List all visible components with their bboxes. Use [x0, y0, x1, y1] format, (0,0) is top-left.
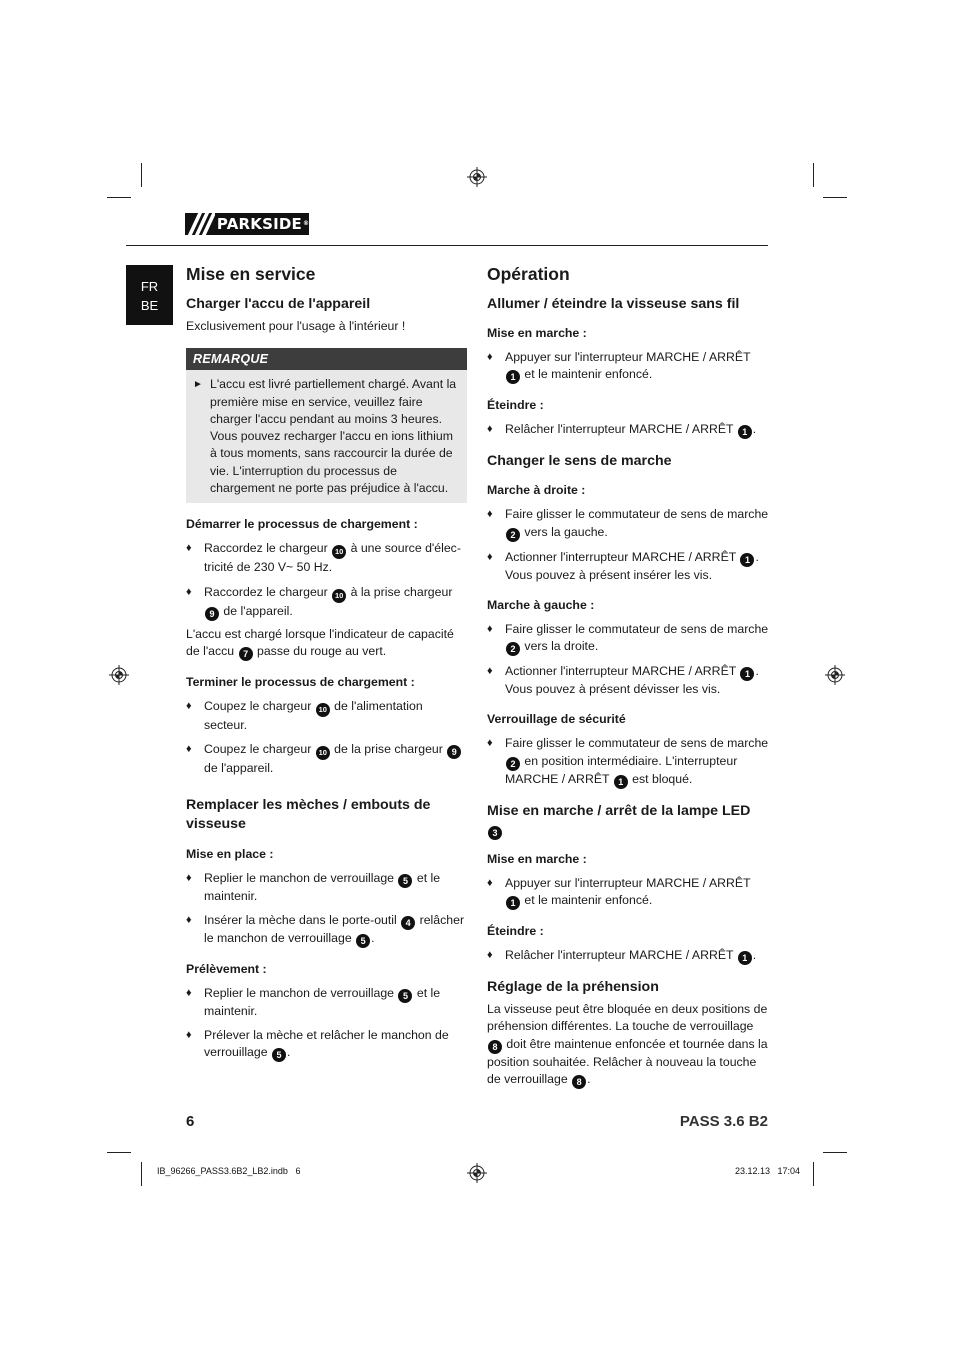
- list-item: ♦ Faire glisser le commutateur de sens de marche 2 vers la droite.: [487, 621, 769, 655]
- diamond-bullet-icon: ♦: [186, 585, 192, 598]
- step-heading: Mise en place :: [186, 846, 274, 861]
- logo-stripes-icon: [185, 213, 215, 235]
- diamond-bullet-icon: ♦: [186, 743, 192, 756]
- part-number-badge: 1: [738, 951, 752, 965]
- list-item: ♦ Prélever la mèche et relâcher le manchon de verrouillage 5 .: [186, 1028, 449, 1061]
- page-number: 6: [186, 1113, 195, 1130]
- part-number-badge: 5: [356, 934, 370, 948]
- diamond-bullet-icon: ♦: [487, 665, 493, 678]
- step-heading: Mise en marche :: [487, 851, 587, 866]
- step-heading: Verrouillage de sécurité: [487, 712, 626, 727]
- part-number-badge: 2: [506, 528, 520, 542]
- list-item: ♦ Faire glisser le commutateur de sens de marche 2 en position intermédiaire. L'interrupteur MARCHE / ARRÊT 1 est bloqué.: [487, 736, 769, 787]
- language-code: FR: [140, 279, 159, 294]
- list-item: ♦ Actionner l'interrupteur MARCHE / ARRÊT 1 . Vous pouvez à présent dévisser les vis.: [487, 663, 769, 698]
- part-number-badge: 1: [738, 425, 752, 439]
- part-number-badge: 8: [488, 1040, 502, 1054]
- diamond-bullet-icon: ♦: [186, 986, 192, 999]
- diamond-bullet-icon: ♦: [186, 699, 192, 712]
- list-item: ♦ Raccordez le chargeur 10 à la prise chargeur 9 de l'appareil.: [186, 584, 453, 619]
- crop-mark: [813, 163, 814, 187]
- step-heading: Mise en marche :: [487, 326, 587, 340]
- bullet-list: [487, 506, 769, 584]
- part-number-badge: 9: [205, 607, 219, 621]
- bullet-list: [487, 875, 769, 910]
- part-number-badge: 5: [398, 989, 412, 1003]
- part-number-badge: 1: [740, 553, 754, 567]
- list-item: ♦ Coupez le chargeur 10 de la prise chargeur 9 de l'appareil.: [186, 741, 467, 777]
- part-number-badge: 10: [332, 545, 346, 559]
- part-number-badge: 10: [316, 746, 330, 760]
- print-file-name: IB_96266_PASS3.6B2_LB2.indb 6: [157, 1166, 301, 1176]
- note-text: L'accu est livré partiellement chargé. Avant la première mise en service, veuillez faire charger l'accu pendant au moins 3 heures. Vous pouvez recharger l'accu en ions lithium à tous moments, sans raccourcir la durée de vie. L'interruption du processus de chargement ne porte pas préjudice à l'accu.: [210, 377, 457, 496]
- step-heading: Éteindre :: [487, 398, 544, 413]
- left-column: [186, 262, 467, 1075]
- step-heading: Démarrer le processus de chargement :: [186, 517, 418, 532]
- part-number-badge: 1: [740, 667, 754, 681]
- section-title: Opération: [487, 264, 570, 284]
- print-date-time: 23.12.13 17:04: [735, 1166, 801, 1176]
- list-item: ♦ Actionner l'interrupteur MARCHE / ARRÊT 1 . Vous pouvez à présent insérer les vis.: [487, 549, 769, 584]
- part-number-badge: 10: [316, 703, 330, 717]
- header-rule: [126, 245, 768, 246]
- bullet-list: [487, 735, 769, 788]
- diamond-bullet-icon: ♦: [487, 737, 493, 750]
- registration-mark-icon: [109, 665, 129, 685]
- registration-mark-icon: [467, 167, 487, 187]
- subsection-heading: Changer le sens de marche: [487, 453, 672, 470]
- list-item: ♦ Replier le manchon de verrouillage 5 et le maintenir.: [186, 985, 467, 1020]
- bullet-list: [487, 421, 769, 439]
- part-number-badge: 1: [506, 896, 520, 910]
- diamond-bullet-icon: ♦: [487, 622, 493, 635]
- language-code: BE: [140, 298, 159, 313]
- bullet-list: [487, 349, 769, 384]
- subsection-heading: Remplacer les mèches / embouts de visseuse: [186, 796, 431, 832]
- part-number-badge: 10: [332, 589, 346, 603]
- section-title: Mise en service: [186, 264, 316, 284]
- paragraph: Exclusivement pour l'usage à l'intérieur !: [186, 319, 406, 333]
- diamond-bullet-icon: ♦: [487, 351, 493, 363]
- crop-mark: [107, 1152, 131, 1153]
- right-column: [487, 262, 769, 1102]
- diamond-bullet-icon: ♦: [186, 542, 192, 555]
- subsection-heading: Allumer / éteindre la visseuse sans fil: [487, 296, 740, 312]
- diamond-bullet-icon: ♦: [186, 913, 192, 926]
- diamond-bullet-icon: ♦: [487, 508, 493, 521]
- paragraph: La visseuse peut être bloquée en deux positions de préhension différentes. La touche de verrouillage 8 doit être maintenue enfoncée et tournée dans la position souhaitée. Relâcher à nouveau la touche de verrouillage 8 .: [487, 1002, 768, 1087]
- diamond-bullet-icon: ♦: [186, 1029, 192, 1042]
- list-item: ♦ Relâcher l'interrupteur MARCHE / ARRÊT 1 .: [487, 948, 757, 964]
- list-item: ♦ Raccordez le chargeur 10 à une source d'élec-tricité de 230 V~ 50 Hz.: [186, 540, 467, 576]
- bullet-list: [487, 947, 769, 965]
- registration-mark-icon: [467, 1163, 487, 1183]
- bullet-list: [186, 870, 467, 948]
- triangle-arrow-icon: ►: [193, 379, 203, 391]
- crop-mark: [141, 163, 142, 187]
- language-tab: [126, 265, 173, 325]
- bullet-list: [186, 985, 467, 1063]
- diamond-bullet-icon: ♦: [487, 550, 493, 563]
- part-number-badge: 5: [398, 874, 412, 888]
- part-number-badge: 5: [272, 1048, 286, 1062]
- diamond-bullet-icon: ♦: [186, 871, 192, 884]
- brand-name: PARKSIDE: [216, 215, 302, 233]
- part-number-badge: 2: [506, 757, 520, 771]
- list-item: ♦ Coupez le chargeur 10 de l'alimentation secteur.: [186, 698, 467, 734]
- model-name: PASS 3.6 B2: [679, 1113, 768, 1130]
- step-heading: Prélèvement :: [186, 961, 267, 976]
- part-number-badge: 9: [447, 745, 461, 759]
- bullet-list: [186, 698, 467, 778]
- crop-mark: [823, 1152, 847, 1153]
- paragraph: L'accu est chargé lorsque l'indicateur de capacité de l'accu 7 passe du rouge au vert.: [186, 626, 454, 659]
- step-heading: Marche à droite :: [487, 483, 586, 498]
- list-item: ♦ Appuyer sur l'interrupteur MARCHE / ARRÊT 1 et le maintenir enfoncé.: [487, 875, 751, 909]
- list-item: ♦ Replier le manchon de verrouillage 5 et le maintenir.: [186, 870, 467, 905]
- list-item: ♦ Faire glisser le commutateur de sens de marche 2 vers la gauche.: [487, 507, 769, 540]
- part-number-badge: 1: [614, 775, 628, 789]
- diamond-bullet-icon: ♦: [487, 876, 493, 889]
- part-number-badge: 2: [506, 642, 520, 656]
- diamond-bullet-icon: ♦: [487, 423, 493, 436]
- crop-mark: [823, 197, 847, 198]
- note-label: REMARQUE: [186, 348, 467, 370]
- note-box: [186, 348, 467, 503]
- diamond-bullet-icon: ♦: [487, 949, 493, 962]
- bullet-list: [186, 540, 467, 620]
- bullet-list: [487, 621, 769, 699]
- subsection-heading: Charger l'accu de l'appareil: [186, 296, 371, 312]
- part-number-badge: 4: [401, 916, 415, 930]
- crop-mark: [813, 1162, 814, 1186]
- list-item: ♦ Insérer la mèche dans le porte-outil 4 relâcher le manchon de verrouillage 5 .: [186, 912, 465, 946]
- registration-mark-icon: [825, 665, 845, 685]
- list-item: ♦ Appuyer sur l'interrupteur MARCHE / ARRÊT 1 et le maintenir enfoncé.: [487, 350, 751, 383]
- subsection-heading: Mise en marche / arrêt de la lampe LED 3: [487, 802, 751, 838]
- step-heading: Éteindre :: [487, 924, 544, 939]
- subsection-heading: Réglage de la préhension: [487, 979, 659, 996]
- step-heading: Terminer le processus de chargement :: [186, 674, 415, 689]
- step-heading: Marche à gauche :: [487, 597, 595, 612]
- brand-logo: PARKSIDE ®: [185, 213, 309, 235]
- part-number-badge: 3: [488, 826, 502, 840]
- part-number-badge: 8: [572, 1075, 586, 1089]
- list-item: ♦ Relâcher l'interrupteur MARCHE / ARRÊT 1 .: [487, 422, 757, 438]
- crop-mark: [107, 197, 131, 198]
- crop-mark: [141, 1162, 142, 1186]
- part-number-badge: 1: [506, 370, 520, 384]
- part-number-badge: 7: [239, 647, 253, 661]
